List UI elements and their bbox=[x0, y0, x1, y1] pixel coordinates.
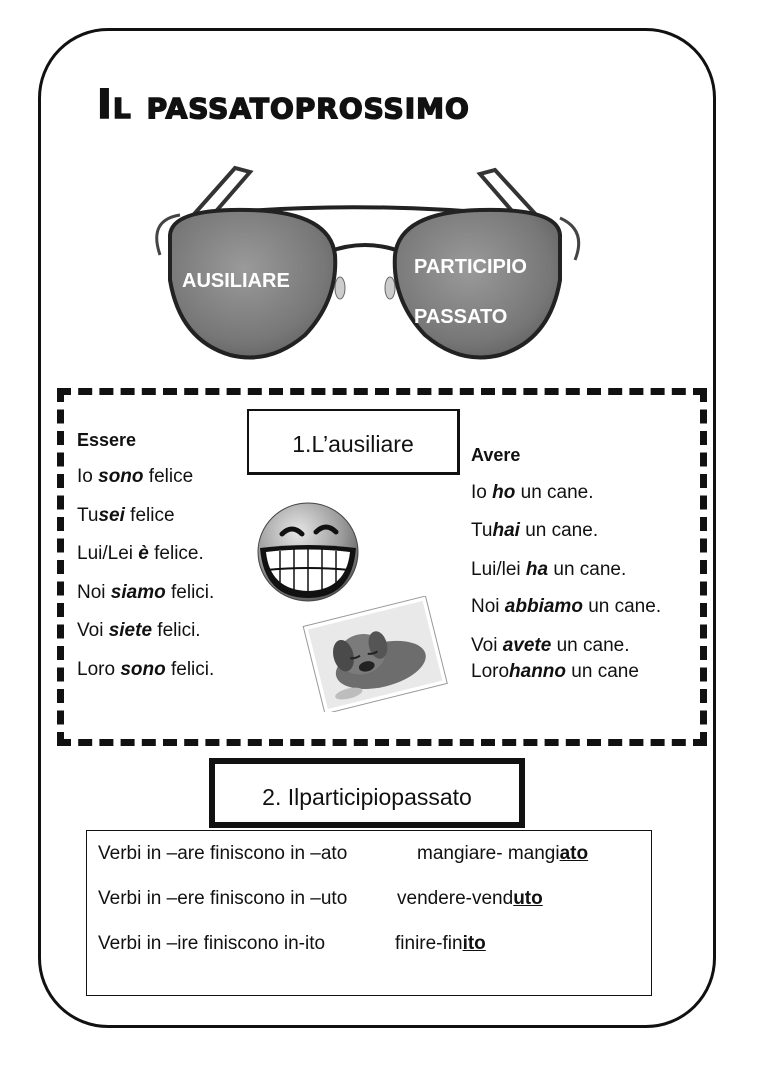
example-row: finire-finito bbox=[395, 933, 486, 954]
avere-row: Voi avete un cane. bbox=[471, 635, 630, 656]
rule-row: Verbi in –are finiscono in –ato bbox=[98, 843, 348, 864]
lens-label-ausiliare: AUSILIARE bbox=[182, 270, 290, 292]
essere-row: Loro sono felici. bbox=[77, 659, 215, 680]
avere-row: Lorohanno un cane bbox=[471, 661, 639, 682]
avere-row: Io ho un cane. bbox=[471, 482, 594, 503]
page-title: Il passatoprossimo bbox=[97, 82, 470, 128]
avere-row: Noi abbiamo un cane. bbox=[471, 596, 662, 617]
rule-row: Verbi in –ire finiscono in-ito bbox=[98, 933, 326, 954]
example-row: mangiare- mangiato bbox=[417, 843, 589, 864]
essere-row: Tusei felice bbox=[77, 505, 175, 526]
essere-row: Voi siete felici. bbox=[77, 620, 201, 641]
example-row: vendere-venduto bbox=[397, 888, 543, 909]
essere-row: Lui/Lei è felice. bbox=[77, 543, 204, 564]
avere-heading: Avere bbox=[471, 445, 521, 465]
avere-row: Lui/lei ha un cane. bbox=[471, 559, 627, 580]
lens-label-passato: PASSATO bbox=[414, 306, 508, 328]
section2-title: 2. Ilparticipiopassato bbox=[209, 758, 525, 828]
section1-title: 1.L’ausiliare bbox=[247, 409, 460, 475]
rule-row: Verbi in –ere finiscono in –uto bbox=[98, 888, 348, 909]
right-lens bbox=[395, 210, 560, 358]
essere-row: Noi siamo felici. bbox=[77, 582, 215, 603]
lens-label-participio: PARTICIPIO bbox=[414, 256, 527, 278]
participio-rules-box bbox=[86, 830, 652, 996]
avere-row: Tuhai un cane. bbox=[471, 520, 599, 541]
sleeping-puppy-photo bbox=[300, 596, 450, 712]
essere-row: Io sono felice bbox=[77, 466, 194, 487]
essere-heading: Essere bbox=[77, 430, 137, 450]
laughing-smiley-icon bbox=[252, 500, 360, 604]
